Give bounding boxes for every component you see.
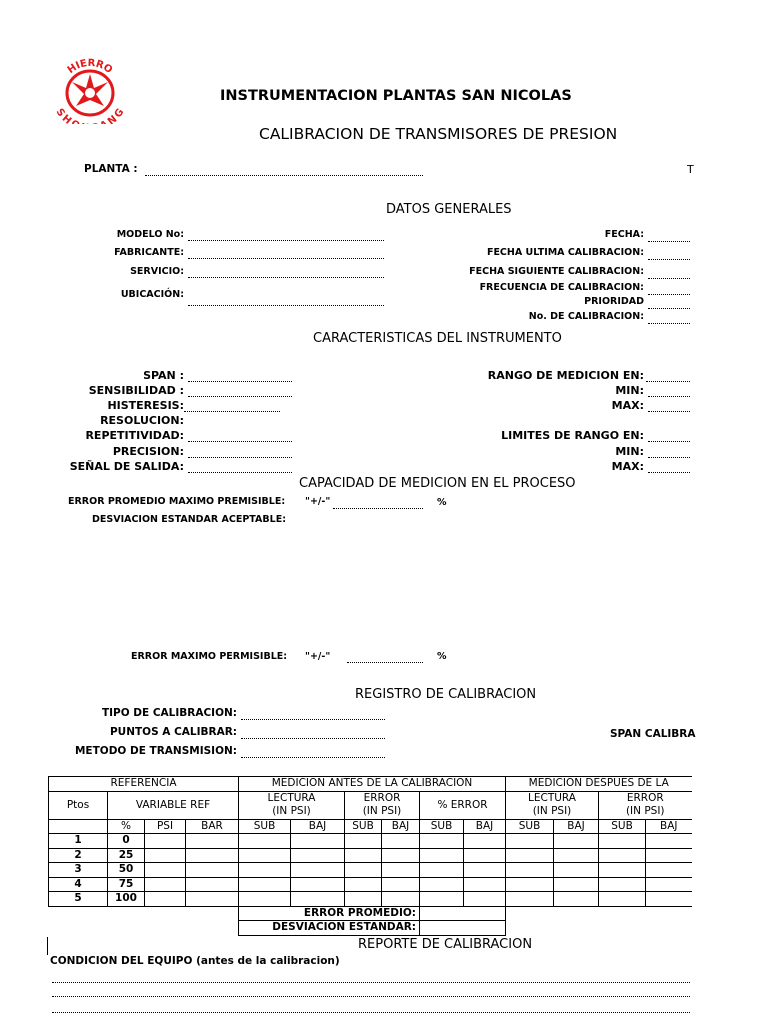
cell[interactable] <box>382 877 420 892</box>
plus-minus-1: "+/-" <box>305 496 331 507</box>
senal-label: SEÑAL DE SALIDA: <box>69 460 184 473</box>
cell[interactable] <box>145 863 186 878</box>
planta-edge-char: T <box>687 163 694 176</box>
rango-field[interactable] <box>646 381 690 382</box>
cell[interactable] <box>420 877 464 892</box>
reporte-heading: REPORTE DE CALIBRACION <box>358 937 533 952</box>
margin-mark <box>47 937 48 955</box>
cell[interactable] <box>464 848 506 863</box>
min2-label: MIN: <box>615 445 644 458</box>
caracteristicas-heading: CARACTERISTICAS DEL INSTRUMENTO <box>313 331 562 346</box>
row-percent: 0 <box>108 834 145 849</box>
repetitividad-field[interactable] <box>188 441 292 442</box>
cell[interactable] <box>291 834 345 849</box>
col-sub: SUB <box>599 819 646 834</box>
sensibilidad-label: SENSIBILIDAD : <box>88 384 184 397</box>
cell[interactable] <box>599 892 646 907</box>
fabricante-label: FABRICANTE: <box>114 247 184 258</box>
col-lectura-despues-unit: (IN PSI) <box>506 805 599 819</box>
planta-label: PLANTA : <box>84 163 138 175</box>
table-row <box>49 877 692 892</box>
col-baj: BAJ <box>464 819 506 834</box>
row-percent: 75 <box>108 877 145 892</box>
registro-heading: REGISTRO DE CALIBRACION <box>355 687 537 702</box>
col-baj: BAJ <box>382 819 420 834</box>
col-lectura-antes-unit: (IN PSI) <box>239 805 345 819</box>
modelo-label: MODELO No: <box>116 229 184 240</box>
cell[interactable] <box>145 848 186 863</box>
cell[interactable] <box>186 834 239 849</box>
metodo-field[interactable] <box>241 757 385 758</box>
calibration-table <box>48 776 692 936</box>
col-baj: BAJ <box>291 819 345 834</box>
fabricante-field[interactable] <box>188 258 384 259</box>
cell[interactable] <box>345 834 382 849</box>
cell[interactable] <box>345 848 382 863</box>
row-number: 3 <box>49 863 108 878</box>
table-row <box>49 892 692 907</box>
col-referencia: REFERENCIA <box>49 777 239 792</box>
cell[interactable] <box>646 877 692 892</box>
fecha-ultima-label: FECHA ULTIMA CALIBRACION: <box>486 247 644 258</box>
frecuencia-field[interactable] <box>648 294 690 295</box>
row-number: 4 <box>49 877 108 892</box>
cell[interactable] <box>145 877 186 892</box>
cell[interactable] <box>599 877 646 892</box>
cell[interactable] <box>506 834 554 849</box>
row-percent: 100 <box>108 892 145 907</box>
cell[interactable] <box>239 877 291 892</box>
logo-text-top: HIERRO <box>65 58 115 77</box>
prioridad-field[interactable] <box>648 308 690 309</box>
cell[interactable] <box>186 877 239 892</box>
row-number: 2 <box>49 848 108 863</box>
precision-field[interactable] <box>188 457 292 458</box>
plus-minus-2: "+/-" <box>305 651 331 662</box>
cell[interactable] <box>345 863 382 878</box>
cell[interactable] <box>506 863 554 878</box>
metodo-label: METODO DE TRANSMISION: <box>74 745 237 757</box>
servicio-label: SERVICIO: <box>130 266 184 277</box>
modelo-field[interactable] <box>188 240 384 241</box>
puntos-field[interactable] <box>241 738 385 739</box>
resolucion-label: RESOLUCION: <box>100 414 184 427</box>
condicion-line-1[interactable] <box>52 982 690 983</box>
cell[interactable] <box>646 863 692 878</box>
cell[interactable] <box>186 863 239 878</box>
sensibilidad-field[interactable] <box>188 396 292 397</box>
cell[interactable] <box>420 834 464 849</box>
cell[interactable] <box>382 863 420 878</box>
row-percent: 25 <box>108 848 145 863</box>
tipo-field[interactable] <box>241 719 385 720</box>
error-promedio-field[interactable] <box>333 508 423 509</box>
cell[interactable] <box>646 834 692 849</box>
ubicacion-field[interactable] <box>188 305 384 306</box>
cell[interactable] <box>291 892 345 907</box>
company-logo <box>52 58 128 124</box>
col-sub: SUB <box>239 819 291 834</box>
error-promedio-summary-value[interactable] <box>420 906 506 921</box>
cell[interactable] <box>145 834 186 849</box>
cell[interactable] <box>382 848 420 863</box>
col-blank <box>49 819 108 834</box>
repetitividad-label: REPETITIVIDAD: <box>85 429 184 442</box>
col-error-antes-unit: (IN PSI) <box>345 805 420 819</box>
col-sub: SUB <box>420 819 464 834</box>
col-lectura-antes: LECTURA <box>239 791 345 805</box>
min1-field[interactable] <box>648 396 690 397</box>
condicion-line-3[interactable] <box>52 1012 690 1013</box>
capacidad-heading: CAPACIDAD DE MEDICION EN EL PROCESO <box>299 476 576 491</box>
cell[interactable] <box>599 848 646 863</box>
cell[interactable] <box>382 892 420 907</box>
cell[interactable] <box>186 892 239 907</box>
percent-1: % <box>437 497 447 508</box>
fecha-siguiente-label: FECHA SIGUIENTE CALIBRACION: <box>469 266 644 277</box>
max1-field[interactable] <box>648 411 690 412</box>
cell[interactable] <box>420 892 464 907</box>
min1-label: MIN: <box>615 384 644 397</box>
cell[interactable] <box>239 834 291 849</box>
puntos-label: PUNTOS A CALIBRAR: <box>109 726 237 738</box>
error-maximo-label: ERROR MAXIMO PERMISIBLE: <box>131 651 288 662</box>
cell[interactable] <box>291 848 345 863</box>
limites-label: LIMITES DE RANGO EN: <box>501 429 644 442</box>
cell[interactable] <box>145 892 186 907</box>
col-variable-ref: VARIABLE REF <box>108 791 239 819</box>
page-title: INSTRUMENTACION PLANTAS SAN NICOLAS <box>220 88 572 104</box>
col-error-despues-unit: (IN PSI) <box>599 805 692 819</box>
col-error-antes: ERROR <box>345 791 420 805</box>
col-psi: PSI <box>145 819 186 834</box>
fecha-label: FECHA: <box>604 229 644 240</box>
no-calibracion-field[interactable] <box>648 323 690 324</box>
precision-label: PRECISION: <box>112 445 184 458</box>
cell[interactable] <box>291 877 345 892</box>
col-bar: BAR <box>186 819 239 834</box>
desviacion-aceptable-label: DESVIACION ESTANDAR ACEPTABLE: <box>92 514 286 525</box>
error-maximo-field[interactable] <box>347 662 423 663</box>
datos-generales-heading: DATOS GENERALES <box>386 202 512 217</box>
error-promedio-summary-label: ERROR PROMEDIO: <box>239 906 420 921</box>
prioridad-label: PRIORIDAD <box>584 296 644 307</box>
cell[interactable] <box>239 892 291 907</box>
page-subtitle: CALIBRACION DE TRANSMISORES DE PRESION <box>259 125 618 143</box>
max2-field[interactable] <box>648 472 690 473</box>
cell[interactable] <box>506 892 554 907</box>
row-percent: 50 <box>108 863 145 878</box>
col-pct: % <box>108 819 145 834</box>
col-ptos: Ptos <box>49 791 108 819</box>
cell[interactable] <box>239 848 291 863</box>
table-row <box>49 848 692 863</box>
planta-field[interactable] <box>145 175 423 176</box>
span-calibrado-label: SPAN CALIBRA <box>610 728 696 740</box>
condicion-label: CONDICION DEL EQUIPO (antes de la calibracion) <box>50 955 340 967</box>
percent-2: % <box>437 651 447 662</box>
col-sub: SUB <box>506 819 554 834</box>
cell[interactable] <box>464 877 506 892</box>
cell[interactable] <box>646 848 692 863</box>
table-row <box>49 834 692 849</box>
cell[interactable] <box>464 834 506 849</box>
max2-label: MAX: <box>611 460 644 473</box>
cell[interactable] <box>291 863 345 878</box>
cell[interactable] <box>506 877 554 892</box>
col-sub: SUB <box>345 819 382 834</box>
histeresis-field[interactable] <box>184 411 280 412</box>
cell[interactable] <box>464 892 506 907</box>
senal-field[interactable] <box>188 472 292 473</box>
servicio-field[interactable] <box>188 277 384 278</box>
tipo-label: TIPO DE CALIBRACION: <box>101 707 237 719</box>
no-calibracion-label: No. DE CALIBRACION: <box>528 311 644 322</box>
svg-text:HIERRO <box>66 58 114 76</box>
cell[interactable] <box>599 863 646 878</box>
span-label: SPAN : <box>143 369 184 382</box>
fecha-ultima-field[interactable] <box>648 259 690 260</box>
frecuencia-label: FRECUENCIA DE CALIBRACION: <box>479 282 644 293</box>
cell[interactable] <box>554 892 599 907</box>
table-row <box>49 863 692 878</box>
cell[interactable] <box>554 834 599 849</box>
cell[interactable] <box>345 877 382 892</box>
histeresis-label: HISTERESIS: <box>107 399 184 412</box>
cell[interactable] <box>464 863 506 878</box>
col-baj: BAJ <box>554 819 599 834</box>
fecha-siguiente-field[interactable] <box>648 278 690 279</box>
row-number: 5 <box>49 892 108 907</box>
cell[interactable] <box>554 877 599 892</box>
logo-text-bottom: SH NG <box>53 106 127 124</box>
col-pct-error: % ERROR <box>420 791 506 819</box>
cell[interactable] <box>506 848 554 863</box>
cell[interactable] <box>382 834 420 849</box>
cell[interactable] <box>345 892 382 907</box>
row-number: 1 <box>49 834 108 849</box>
cell[interactable] <box>599 834 646 849</box>
cell[interactable] <box>554 863 599 878</box>
error-promedio-label: ERROR PROMEDIO MAXIMO PREMISIBLE: <box>68 496 286 507</box>
desviacion-estandar-summary-value[interactable] <box>420 921 506 936</box>
desviacion-estandar-summary-label: DESVIACION ESTANDAR: <box>239 921 420 936</box>
col-lectura-despues: LECTURA <box>506 791 599 805</box>
rango-label: RANGO DE MEDICION EN: <box>487 369 644 382</box>
col-error-despues: ERROR <box>599 791 692 805</box>
cell[interactable] <box>554 848 599 863</box>
fecha-field[interactable] <box>648 241 690 242</box>
ubicacion-label: UBICACIÓN: <box>120 289 184 300</box>
col-antes: MEDICION ANTES DE LA CALIBRACION <box>239 777 506 792</box>
cell[interactable] <box>646 892 692 907</box>
col-baj: BAJ <box>646 819 692 834</box>
limites-field[interactable] <box>648 441 690 442</box>
min2-field[interactable] <box>648 457 690 458</box>
col-despues: MEDICION DESPUES DE LA <box>506 777 692 792</box>
max1-label: MAX: <box>611 399 644 412</box>
condicion-line-2[interactable] <box>52 996 690 997</box>
cell[interactable] <box>239 863 291 878</box>
cell[interactable] <box>186 848 239 863</box>
cell[interactable] <box>420 863 464 878</box>
span-field[interactable] <box>188 381 292 382</box>
cell[interactable] <box>420 848 464 863</box>
